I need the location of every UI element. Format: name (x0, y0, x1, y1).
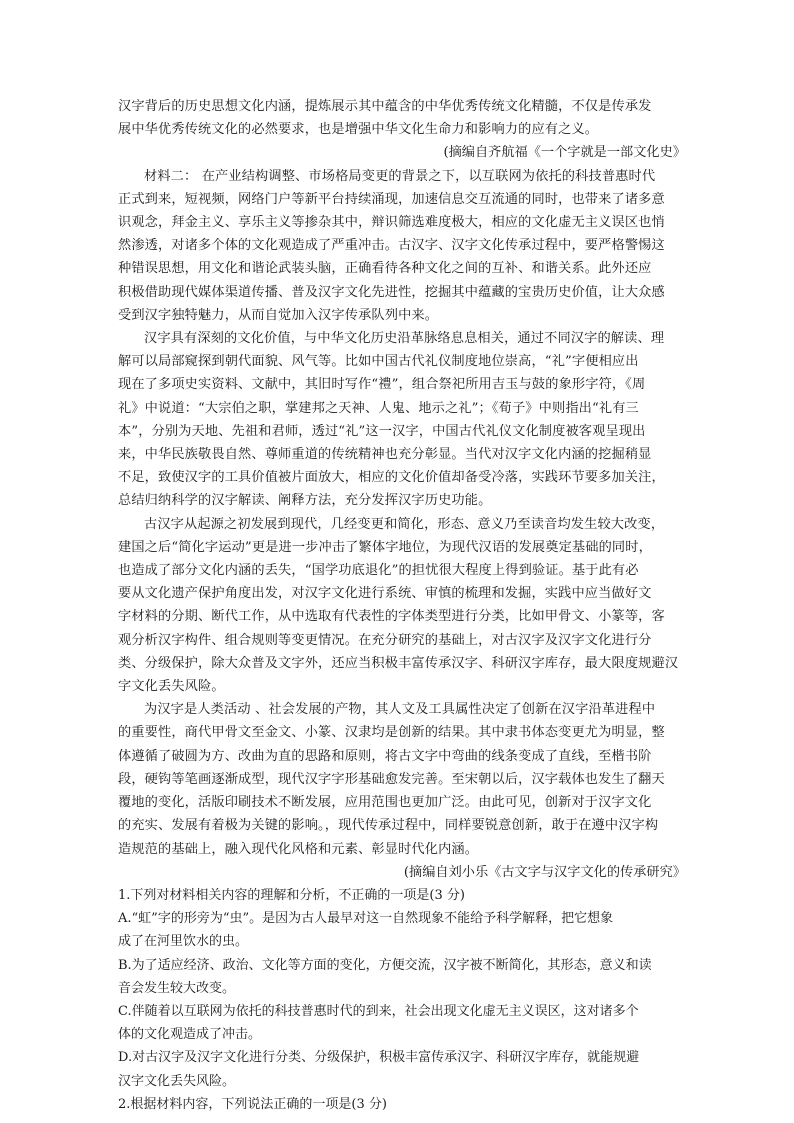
source-citation-1: (摘编自齐航福《一个字就是一部文化史》 (443, 145, 686, 161)
text-line: B.为了适应经济、政治、文化等方面的变化，方便交流，汉字被不断简化，其形态，意义和读 (118, 957, 652, 973)
text-line: 观分析汉字构件、组合规则等变更情况。在充分研究的基础上，对古汉字及汉字文化进行分 (118, 632, 652, 648)
paragraph-simplification (118, 513, 686, 699)
paragraph-intro-continuation (118, 95, 686, 141)
text-line: 类、分级保护，除大众普及文字外，还应当积极丰富传承汉字、科研汉字库存，最大限度规避汉 (118, 655, 679, 671)
text-line: 正式到来，短视频，网络门户等新平台持续涌现，加速信息交互流通的同时，也带来了诸多意 (118, 191, 665, 207)
text-line: 然渗透，对诸多个体的文化观造成了严重冲击。古汉字、汉字文化传承过程中，要严格警惕这 (118, 238, 665, 254)
text-line: 音会发生较大改变。 (118, 980, 236, 996)
source-citation-2: (摘编自刘小乐《古文字与汉字文化的传承研究》 (403, 864, 686, 880)
text-line: 为汉字是人类活动 、社会发展的产物，其人文及工具属性决定了创新在汉字沿革进程中 (144, 702, 656, 718)
question-2-stem: 2.根据材料内容，下列说法正确的一项是(3 分) (118, 1096, 387, 1112)
text-line: 展中华优秀传统文化的必然要求，也是增强中华文化生命力和影响力的应有之义。 (118, 122, 599, 138)
paragraph-innovation (118, 698, 686, 860)
text-line: 字材料的分期、断代工作，从中选取有代表性的字体类型进行分类，比如甲骨文、小篆等，客 (118, 609, 665, 625)
text-line: 汉字文化丢失风险。 (118, 1073, 236, 1089)
text-line: 字文化丢失风险。 (118, 679, 225, 695)
question-1-stem: 1.下列对材料相关内容的理解和分析，不正确的一项是(3 分) (118, 887, 465, 903)
text-line: A.“虹”字的形旁为“虫”。是因为古人最早对这一自然现象不能给予科学解释，把它想象 (118, 911, 614, 927)
text-line: 覆地的变化，活版印刷技术不断发展，应用范围也更加广泛。由此可见，创新对于汉字文化 (118, 795, 652, 811)
text-line: 汉字背后的历史思想文化内涵，提炼展示其中蕴含的中华优秀传统文化精髓，不仅是传承发 (118, 99, 652, 114)
text-line: 成了在河里饮水的虫。 (118, 934, 249, 950)
text-line: 受到汉字独特魅力，从而自觉加入汉字传承队列中来。 (118, 307, 439, 323)
text-line: 也造成了部分文化内涵的丢失，“国学功底退化”的担忧很大程度上得到验证。基于此有必 (118, 563, 639, 579)
text-line: 的充实、发展有着极为关键的影响。，现代传承过程中，同样要锐意创新，敢于在遵中汉字构 (118, 818, 659, 834)
text-line: 的重要性，商代甲骨文至金文、小篆、汉隶均是创新的结果。其中隶书体态变更尤为明显，整 (118, 725, 665, 741)
text-line: 积极借助现代媒体渠道传播、普及汉字文化先进性，挖掘其中蕴藏的宝贵历史价值，让大众感 (118, 284, 665, 300)
question-1-option-b (118, 954, 686, 1000)
text-line: 段，硬钩等笔画逐渐成型，现代汉字字形基础愈发完善。至宋朝以后，汉字载体也发生了翻天 (118, 771, 665, 787)
text-line: 来，中华民族敬畏自然、尊师重道的传统精神也充分彰显。当代对汉字文化内涵的挖掘稍显 (118, 447, 652, 463)
text-line: 本”，分别为天地、先祖和君师，透过“礼”这一汉字，中国古代礼仪文化制度被客观呈现出 (118, 423, 646, 439)
paragraph-material-two (118, 165, 686, 327)
text-line: 礼》中说道：“大宗伯之职，掌建邦之天神、人鬼、地示之礼”；《荀子》中则指出“礼有三 (118, 400, 639, 416)
text-line: 现在了多项史实资料、文献中，其旧时写作“禮”，组合祭祀所用吉玉与鼓的象形字符，《周 (118, 377, 646, 393)
text-line: 不足，致使汉字的工具价值被片面放大，相应的文化价值却备受冷落，实践环节要多加关注， (118, 470, 665, 486)
text-line: 建国之后“简化字运动”更是进一步冲击了繁体字地位，为现代汉语的发展奠定基础的同时， (118, 539, 652, 555)
text-line: 要从文化遗产保护角度出发，对汉字文化进行系统、审慎的梳理和发掘，实践中应当做好文 (118, 586, 652, 602)
question-1-option-d (118, 1046, 686, 1092)
text-line: 体遵循了破圆为方、改曲为直的思路和原则，将古文字中弯曲的线条变成了直线，至楷书阶 (118, 748, 652, 764)
question-1-option-a (118, 907, 686, 953)
text-line: 解可以局部窥探到朝代面貌、风气等。比如中国古代礼仪制度地位崇高，“礼”字便相应出 (118, 354, 639, 370)
text-line: 古汉字从起源之初发展到现代，几经变更和简化，形态、意义乃至读音均发生较大改变， (144, 516, 665, 532)
text-line: D.对古汉字及汉字文化进行分类、分级保护，积极丰富传承汉字、科研汉字库存，就能规避 (118, 1050, 640, 1066)
question-1-option-c (118, 1000, 686, 1046)
document-page (118, 95, 686, 1116)
text-line: 总结归纳科学的汉字解读、阐释方法，充分发挥汉字历史功能。 (118, 493, 492, 509)
text-line: 材料二： 在产业结构调整、市场格局变更的背景之下，以互联网为依托的科技普惠时代 (144, 168, 656, 184)
text-line: 汉字具有深刻的文化价值，与中华文化历史沿革脉络息息相关，通过不同汉字的解读、理 (144, 331, 665, 347)
text-line: 种错误思想，用文化和谐论武装头脑，正确看待各种文化之间的互补、和谐关系。此外还应 (118, 261, 652, 277)
text-line: 体的文化观造成了冲击。 (118, 1027, 262, 1043)
text-line: C.伴随着以互联网为依托的科技普惠时代的到来，社会出现文化虚无主义误区，这对诸多个 (118, 1003, 639, 1019)
text-line: 造规范的基础上，融入现代化风格和元素、彰显时代化内涵。 (118, 841, 479, 857)
text-line: 识观念，拜金主义、享乐主义等掺杂其中，辩识筛选难度极大，相应的文化虚无主义误区也悄 (118, 215, 665, 231)
paragraph-cultural-value (118, 327, 686, 513)
